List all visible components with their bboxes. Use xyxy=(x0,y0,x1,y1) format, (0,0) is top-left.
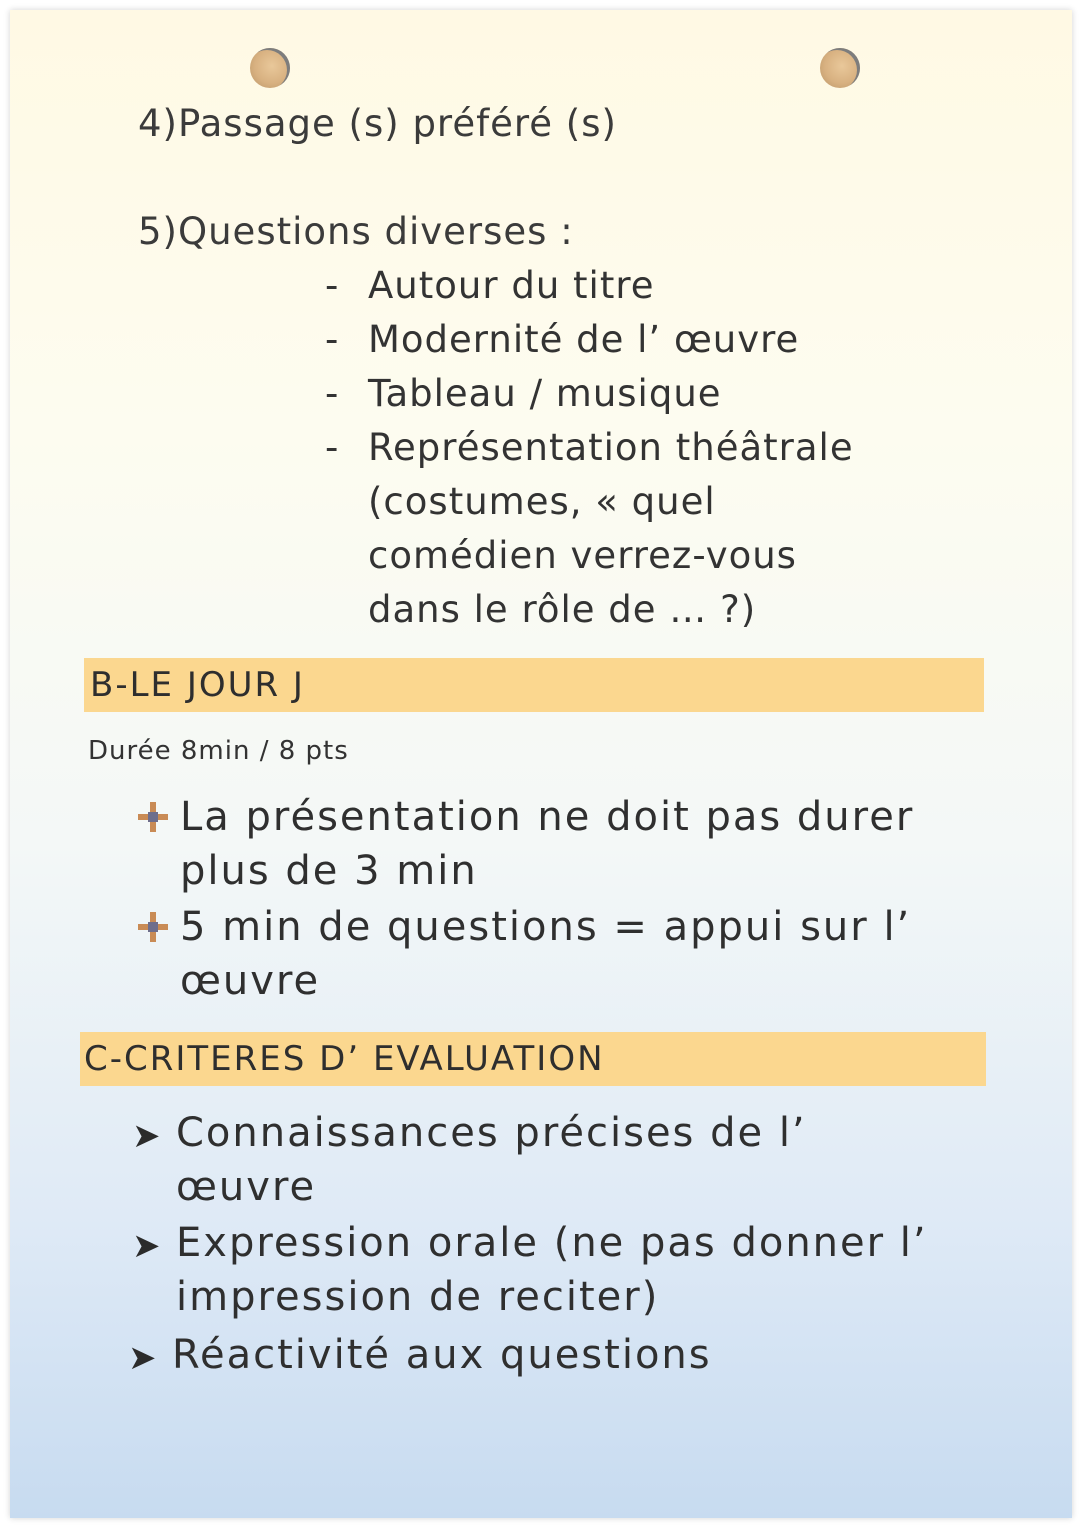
dash-bullet: - xyxy=(325,264,340,307)
sub-item-theatre-line3: comédien verrez-vous xyxy=(368,534,797,577)
bullet-presentation-line2: plus de 3 min xyxy=(180,848,478,894)
sub-item-theatre-line2: (costumes, « quel xyxy=(368,480,716,523)
bullet-presentation: La présentation ne doit pas durer xyxy=(180,794,915,840)
arrow-bullet-icon: ➤ xyxy=(128,1338,157,1378)
punch-hole-right xyxy=(820,48,860,88)
punch-hole-left xyxy=(250,48,290,88)
sub-item-painting-music: Tableau / musique xyxy=(368,372,722,415)
dash-bullet: - xyxy=(325,318,340,361)
section-c-title: C-CRITERES D’ EVALUATION xyxy=(84,1039,605,1079)
sub-item-theatre: Représentation théâtrale xyxy=(368,426,854,469)
criteria-oral: Expression orale (ne pas donner l’ xyxy=(176,1220,928,1266)
bullet-questions: 5 min de questions = appui sur l’ xyxy=(180,904,912,950)
criteria-knowledge: Connaissances précises de l’ xyxy=(176,1110,807,1156)
duration-text: Durée 8min / 8 pts xyxy=(88,736,349,766)
dash-bullet: - xyxy=(325,426,340,469)
sub-item-title: Autour du titre xyxy=(368,264,655,307)
plus-bullet-icon xyxy=(138,802,168,832)
criteria-knowledge-line2: œuvre xyxy=(176,1164,317,1210)
criteria-reactivity: Réactivité aux questions xyxy=(172,1332,712,1378)
note-card xyxy=(10,10,1072,1518)
item-4-heading: 4)Passage (s) préféré (s) xyxy=(138,102,617,145)
bullet-questions-line2: œuvre xyxy=(180,958,321,1004)
plus-bullet-icon xyxy=(138,912,168,942)
criteria-oral-line2: impression de reciter) xyxy=(176,1274,660,1320)
section-b-title: B-LE JOUR J xyxy=(90,665,305,705)
arrow-bullet-icon: ➤ xyxy=(132,1226,161,1266)
sub-item-theatre-line4: dans le rôle de … ?) xyxy=(368,588,757,631)
sub-item-modernity: Modernité de l’ œuvre xyxy=(368,318,800,361)
item-5-heading: 5)Questions diverses : xyxy=(138,210,574,253)
arrow-bullet-icon: ➤ xyxy=(132,1116,161,1156)
dash-bullet: - xyxy=(325,372,340,415)
